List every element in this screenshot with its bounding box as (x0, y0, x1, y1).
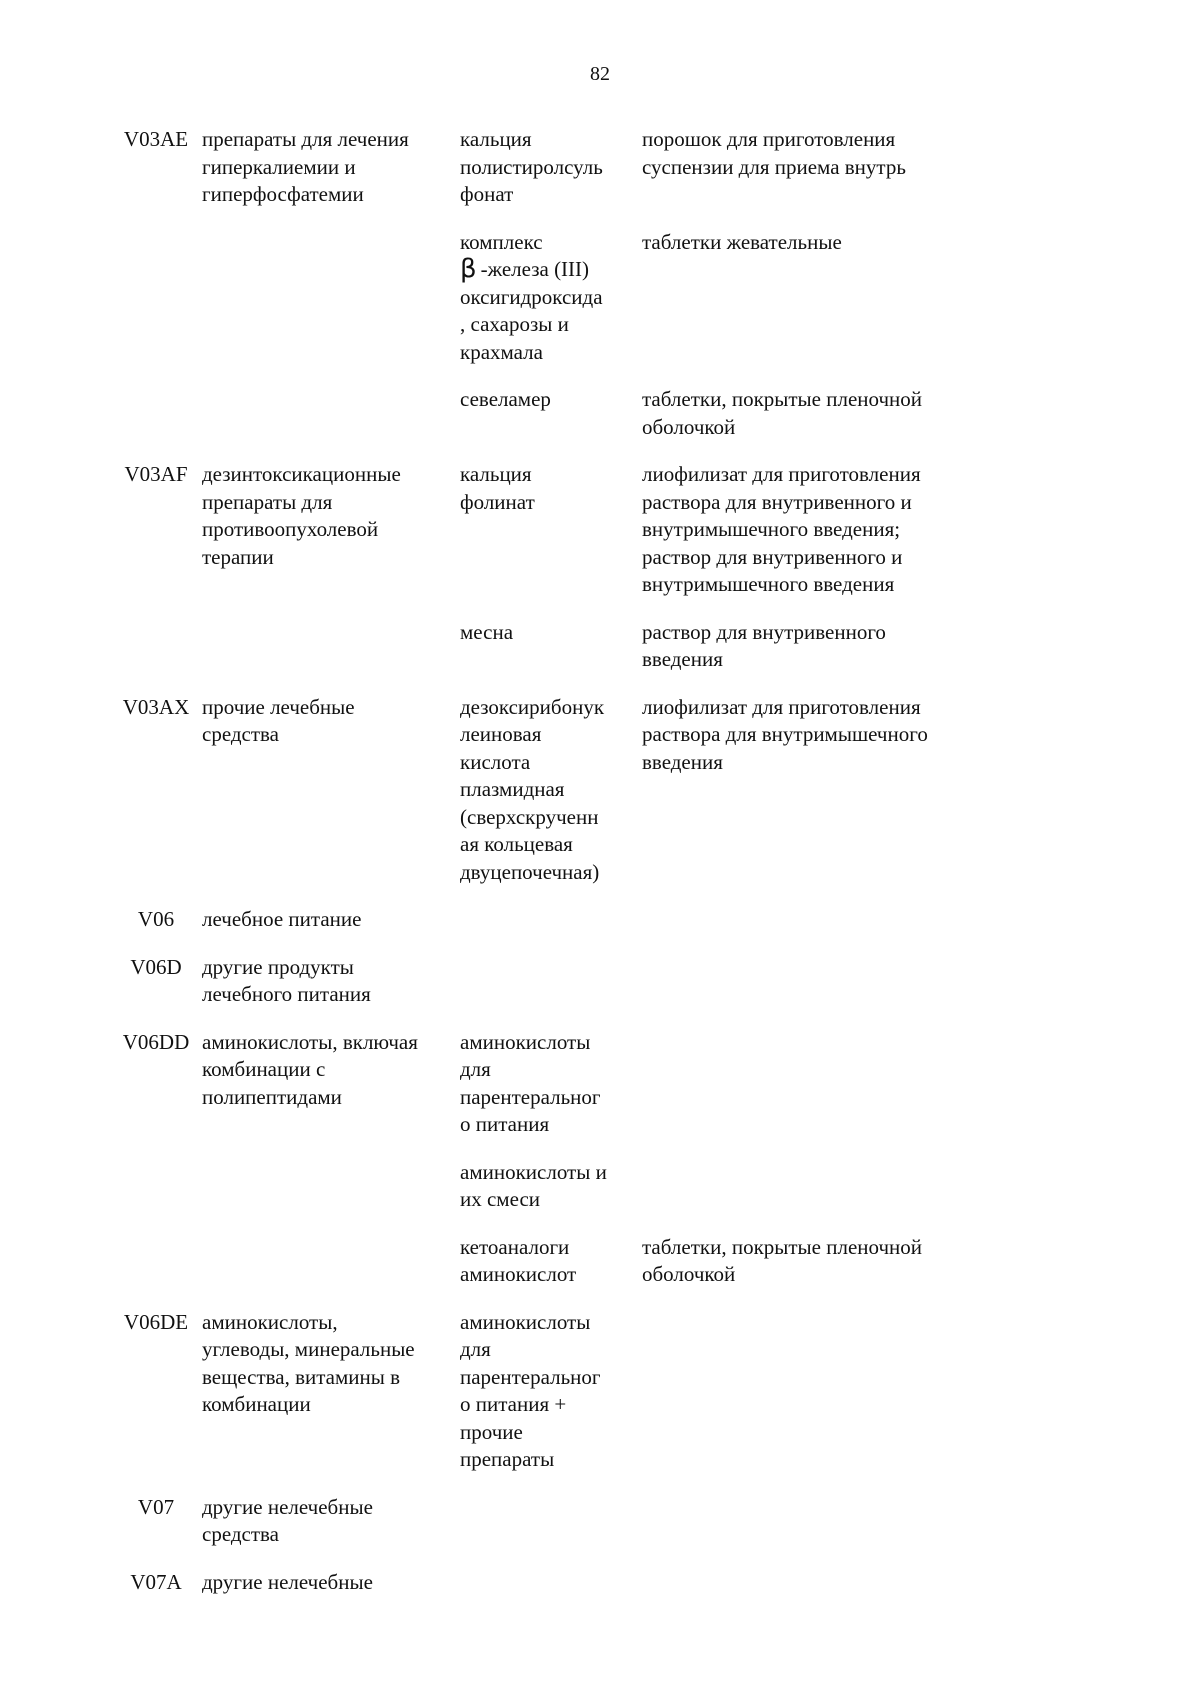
beta-symbol: β (460, 254, 477, 284)
dosage-form: таблетки, покрытые пленочной оболочкой (642, 1234, 923, 1286)
atc-code: V03AX (122, 694, 190, 719)
drug-name: севеламер (460, 387, 551, 411)
table-row (110, 1309, 990, 1474)
group-name: другие продукты лечебного питания (202, 954, 371, 1006)
dosage-form: таблетки жевательные (642, 229, 842, 254)
drug-name: кетоаналоги аминокислот (460, 1234, 577, 1286)
table-row (110, 694, 990, 887)
table-row (110, 1029, 990, 1139)
atc-code: V07A (130, 1569, 182, 1594)
group-v06de (110, 1309, 990, 1474)
page-number: 82 (590, 63, 610, 85)
drug-name-part: комплекс (460, 229, 543, 254)
drug-name: кальция фолинат (460, 462, 535, 514)
group-name: другие нелечебные средства (202, 1494, 373, 1546)
drug-name: кальция полистиролсуль фонат (460, 127, 603, 206)
drug-name: аминокислоты для парентеральног о питания (460, 1029, 601, 1136)
table-row (110, 126, 990, 209)
drug-name-part: -железа (III) (480, 257, 590, 281)
table-row (110, 906, 990, 934)
group-name: дезинтоксикационные препараты для противоопухолевой терапии (202, 462, 401, 569)
drug-name: месна (460, 619, 514, 644)
group-v03ax (110, 694, 990, 887)
group-name: другие нелечебные (202, 1569, 373, 1594)
group-name: препараты для лечения гиперкалиемии и гиперфосфатемии (202, 127, 409, 206)
group-v06 (110, 906, 990, 934)
atc-code: V06DD (122, 1029, 190, 1054)
group-name: прочие лечебные средства (202, 694, 355, 746)
drug-name: аминокислоты для парентеральног о питания + прочие препараты (460, 1309, 601, 1471)
group-v07a (110, 1569, 990, 1597)
table-row (110, 1494, 990, 1549)
group-v03ae (110, 126, 990, 441)
group-v07 (110, 1494, 990, 1549)
group-name: лечебное питание (202, 907, 362, 931)
dosage-form: лиофилизат для приготовления раствора для внутримышечного введения (642, 694, 928, 774)
dosage-form: порошок для приготовления суспензии для приема внутрь (642, 127, 906, 179)
group-v06d (110, 954, 990, 1009)
drug-name-part: оксигидроксида , сахарозы и крахмала (460, 284, 603, 364)
table-row (110, 1159, 990, 1214)
group-v03af (110, 461, 990, 674)
atc-code: V06 (137, 907, 175, 931)
table-row (110, 229, 990, 367)
group-v06dd (110, 1029, 990, 1289)
table-row (110, 954, 990, 1009)
atc-code: V06DE (123, 1309, 189, 1334)
table-row (110, 619, 990, 674)
dosage-form: лиофилизат для приготовления раствора для внутривенного и внутримышечного введения; раствор для внутривенного и внутримышечного введения (642, 462, 921, 596)
group-name: аминокислоты, углеводы, минеральные вещества, витамины в комбинации (202, 1309, 415, 1416)
atc-code: V06D (130, 954, 182, 979)
table-row (110, 461, 990, 599)
drug-classification-table (110, 126, 990, 1616)
atc-code: V03AE (123, 127, 189, 151)
table-row (110, 386, 990, 441)
group-name: аминокислоты, включая комбинации с полипептидами (202, 1029, 418, 1109)
table-row (110, 1569, 990, 1597)
atc-code: V03AF (124, 462, 188, 486)
drug-name (460, 229, 642, 367)
dosage-form: таблетки, покрытые пленочной оболочкой (642, 387, 923, 439)
dosage-form: раствор для внутривенного введения (642, 619, 886, 671)
atc-code: V07 (137, 1494, 175, 1519)
drug-name: дезоксирибонук леиновая кислота плазмидная (сверхскрученн ая кольцевая двуцепочечная) (460, 694, 605, 884)
drug-name: аминокислоты и их смеси (460, 1159, 607, 1211)
table-row (110, 1234, 990, 1289)
